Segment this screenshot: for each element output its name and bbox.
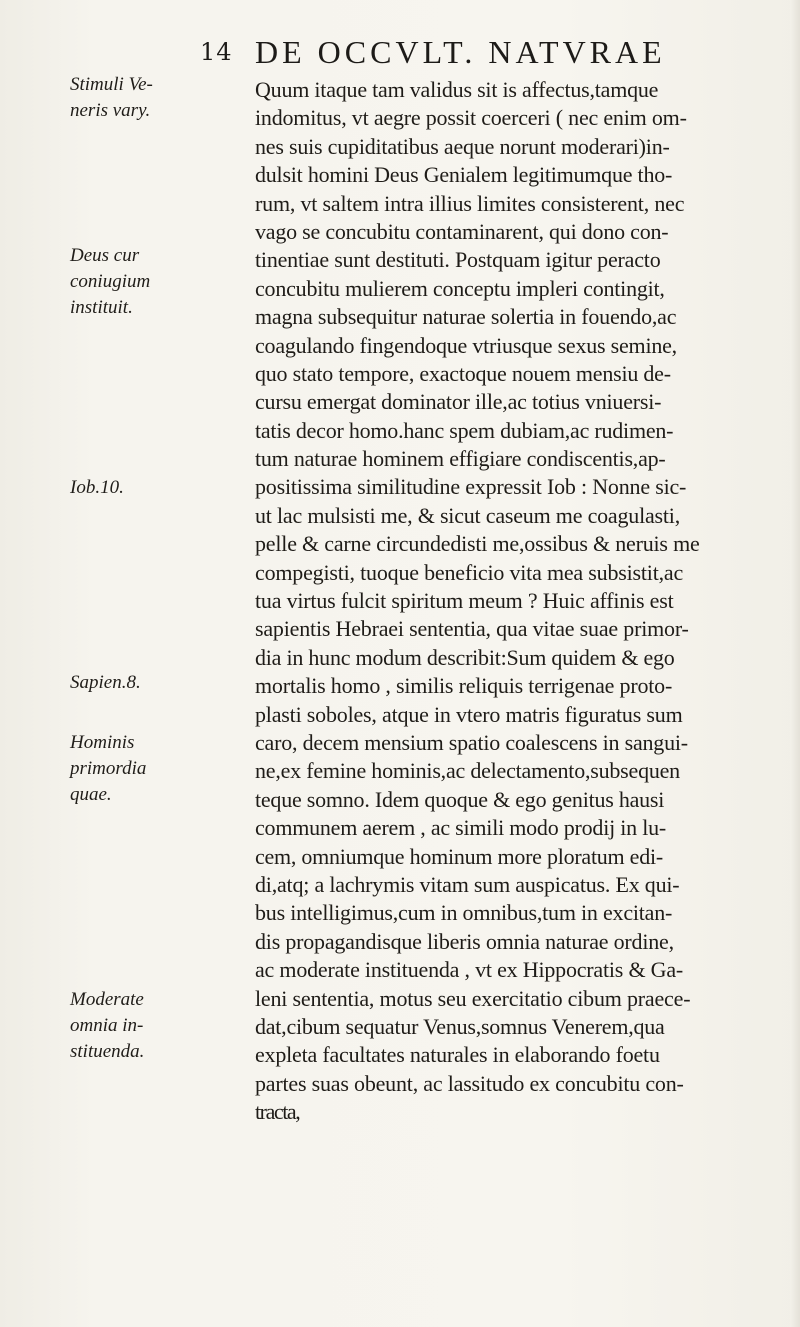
text-line: quo stato tempore, exactoque nouem mensiu de- [255,360,671,386]
text-line: leni sententia, motus seu exercitatio cibum praece- [255,985,691,1011]
text-line: dia in hunc modum describit:Sum quidem & ego [255,644,675,670]
text-line: concubitu mulierem conceptu impleri contingit, [255,275,665,301]
margin-note [70,243,210,321]
body-text [255,76,800,1126]
margin-note-line: coniugium [70,271,151,292]
margin-note [70,670,210,696]
text-line: positissima similitudine expressit Iob : Nonne sic- [255,474,687,500]
margin-note-line: Iob.10. [70,477,124,498]
text-line: sapientis Hebraei sententia, qua vitae suae primor- [255,616,689,642]
text-line: communem aerem , ac simili modo prodij in lu- [255,815,666,841]
text-line: dulsit homini Deus Genialem legitimumque tho- [255,162,673,188]
margin-note-line: quae. [70,784,112,805]
text-line: plasti soboles, atque in vtero matris figuratus sum [255,701,683,727]
text-line: tua virtus fulcit spiritum meum ? Huic affinis est [255,588,674,614]
text-line: ac moderate instituenda , vt ex Hippocratis & Ga- [255,957,684,983]
margin-note-line: Stimuli Ve- [70,74,153,95]
text-line: nes suis cupiditatibus aeque norunt moderari)in- [255,133,670,159]
margin-note-line: Hominis [70,732,135,753]
text-line: cem, omniumque hominum more ploratum edi- [255,843,663,869]
text-line: rum, vt saltem intra illius limites consisterent, nec [255,190,685,216]
page-header [0,34,800,74]
margin-note-line: Sapien.8. [70,672,141,693]
text-line: di,atq; a lachrymis vitam sum auspicatus. Ex qui- [255,871,680,897]
margin-note-line: neris vary. [70,100,151,121]
text-line: coagulando fingendoque vtriusque sexus semine, [255,332,677,358]
text-line: compegisti, tuoque beneficio vita mea subsistit,ac [255,559,684,585]
text-line: vago se concubitu contaminarent, qui dono con- [255,218,669,244]
margin-note [70,987,210,1065]
text-line: Quum itaque tam validus sit is affectus,tamque [255,77,659,102]
running-title: DE OCCVLT. NATVRAE [255,34,666,70]
margin-note-line: omnia in- [70,1015,144,1036]
text-line: ut lac mulsisti me, & sicut caseum me coagulasti, [255,502,681,528]
text-line: pelle & carne circundedisti me,ossibus & neruis me [255,531,700,557]
text-line: mortalis homo , similis reliquis terrigenae proto- [255,673,673,699]
margin-note [70,730,210,808]
text-line: tatis decor homo.hanc spem dubiam,ac rudimen- [255,417,674,443]
margin-note [70,72,210,124]
margin-note-line: stituenda. [70,1041,145,1062]
margin-note-line: Deus cur [70,245,140,266]
text-line: magna subsequitur naturae solertia in fouendo,ac [255,304,677,330]
text-line: bus intelligimus,cum in omnibus,tum in excitan- [255,900,673,926]
margin-note-line: primordia [70,758,147,779]
text-line: ne,ex femine hominis,ac delectamento,subsequen [255,758,680,784]
margin-note [70,475,210,501]
text-line: dis propagandisque liberis omnia naturae ordine, [255,928,674,954]
text-line: teque somno. Idem quoque & ego genitus hausi [255,786,665,812]
text-line: tracta, [255,1099,300,1125]
text-line: tum naturae hominem effigiare condiscentis,ap- [255,446,666,472]
text-line: partes suas obeunt, ac lassitudo ex concubitu con- [255,1070,684,1096]
text-line: expleta facultates naturales in elaborando foetu [255,1042,660,1068]
text-line: indomitus, vt aegre possit coerceri ( nec enim om- [255,105,687,131]
text-line: tinentiae sunt destituti. Postquam igitur peracto [255,247,661,273]
margin-note-line: instituit. [70,297,133,318]
text-line: cursu emergat dominator ille,ac totius vniuersi- [255,389,662,415]
page-number: 14 [200,38,233,66]
margin-note-line: Moderate [70,989,144,1010]
text-line: dat,cibum sequatur Venus,somnus Venerem,qua [255,1013,665,1039]
text-line: caro, decem mensium spatio coalescens in sangui- [255,729,688,755]
